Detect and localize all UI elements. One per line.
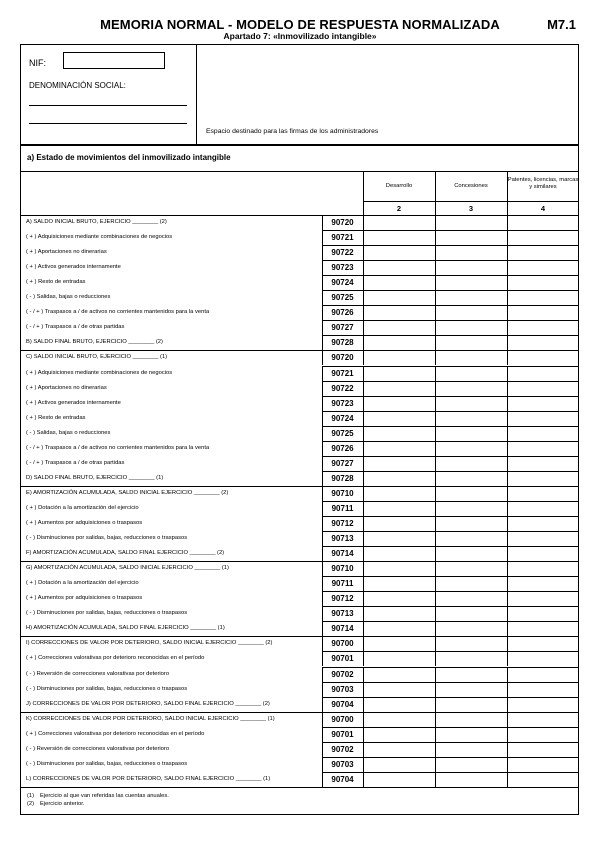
value-input-cell[interactable]	[435, 727, 507, 742]
value-input-cell[interactable]	[435, 712, 507, 727]
row-code: 90724	[331, 278, 354, 288]
value-input-cell[interactable]	[435, 290, 507, 305]
value-input-cell[interactable]	[507, 682, 579, 697]
footnote-marker: (2)	[27, 800, 35, 807]
row-description: L) CORRECCIONES DE VALOR POR DETERIORO, SALDO FINAL EJERCICIO ________ (1)	[26, 775, 271, 782]
value-input-cell[interactable]	[363, 697, 435, 712]
row-code: 90714	[331, 549, 354, 559]
value-input-cell[interactable]	[507, 591, 579, 606]
value-input-cell[interactable]	[435, 546, 507, 561]
denominacion-label: DENOMINACIÓN SOCIAL:	[29, 81, 126, 90]
row-code: 90726	[331, 443, 354, 453]
row-description: ( - ) Disminuciones por salidas, bajas, reducciones o traspasos	[26, 535, 188, 542]
value-input-cell[interactable]	[507, 546, 579, 561]
value-input-cell[interactable]	[507, 290, 579, 305]
row-description: ( + ) Activos generados internamente	[26, 264, 121, 271]
value-input-cell[interactable]	[507, 561, 579, 576]
value-input-cell[interactable]	[363, 441, 435, 456]
row-code: 90723	[331, 263, 354, 273]
value-input-cell[interactable]	[507, 320, 579, 335]
row-description: ( - / + ) Traspasos a / de activos no corrientes mantenidos para la venta	[26, 444, 210, 451]
row-description: C) SALDO INICIAL BRUTO, EJERCICIO ________ (1)	[26, 354, 168, 361]
value-input-cell[interactable]	[507, 576, 579, 591]
value-input-cell[interactable]	[435, 531, 507, 546]
column-header-number: 3	[468, 204, 474, 213]
value-input-cell[interactable]	[363, 682, 435, 697]
value-input-cell[interactable]	[507, 335, 579, 350]
row-code: 90703	[331, 684, 354, 694]
value-input-cell[interactable]	[435, 667, 507, 682]
row-description: ( - ) Reversión de correcciones valorativas por deterioro	[26, 745, 170, 752]
value-input-cell[interactable]	[435, 335, 507, 350]
value-input-cell[interactable]	[435, 381, 507, 396]
row-code: 90711	[331, 503, 354, 513]
row-code: 90728	[331, 473, 354, 483]
value-input-cell[interactable]	[507, 501, 579, 516]
value-input-cell[interactable]	[435, 275, 507, 290]
value-input-cell[interactable]	[435, 215, 507, 230]
row-description: E) AMORTIZACIÓN ACUMULADA, SALDO INICIAL EJERCICIO ________ (2)	[26, 489, 229, 496]
value-input-cell[interactable]	[363, 757, 435, 772]
value-input-cell[interactable]	[507, 426, 579, 441]
value-input-cell[interactable]	[435, 486, 507, 501]
row-description: A) SALDO INICIAL BRUTO, EJERCICIO ________ (2)	[26, 219, 167, 225]
value-input-cell[interactable]	[363, 471, 435, 486]
row-description: K) CORRECCIONES DE VALOR POR DETERIORO, SALDO INICIAL EJERCICIO ________ (1)	[26, 715, 275, 722]
value-input-cell[interactable]	[363, 260, 435, 275]
row-description: I) CORRECCIONES DE VALOR POR DETERIORO, SALDO INICIAL EJERCICIO ________ (2)	[26, 640, 273, 647]
column-number-divider	[363, 201, 579, 202]
value-input-cell[interactable]	[363, 486, 435, 501]
row-description: G) AMORTIZACIÓN ACUMULADA, SALDO INICIAL EJERCICIO ________ (1)	[26, 565, 229, 572]
row-description: ( - / + ) Traspasos a / de otras partidas	[26, 324, 125, 331]
nif-label: NIF:	[29, 58, 46, 68]
value-input-cell[interactable]	[435, 697, 507, 712]
row-code: 90727	[331, 323, 354, 333]
value-input-cell[interactable]	[507, 245, 579, 260]
column-header-number: 2	[396, 204, 402, 213]
value-input-cell[interactable]	[507, 772, 579, 787]
row-description: D) SALDO FINAL BRUTO, EJERCICIO ________ (1)	[26, 474, 164, 481]
row-description: ( + ) Dotación a la amortización del ejercicio	[26, 580, 139, 587]
row-description: ( + ) Aportaciones no dinerarias	[26, 249, 107, 256]
value-input-cell[interactable]	[363, 591, 435, 606]
form-code: M7.1	[547, 17, 576, 32]
value-input-cell[interactable]	[507, 471, 579, 486]
row-description: F) AMORTIZACIÓN ACUMULADA, SALDO FINAL EJERCICIO ________ (2)	[26, 550, 225, 557]
value-input-cell[interactable]	[363, 350, 435, 365]
row-code: 90721	[331, 368, 354, 378]
row-code: 90723	[331, 398, 354, 408]
row-description: ( + ) Dotación a la amortización del ejercicio	[26, 504, 139, 511]
value-input-cell[interactable]	[507, 667, 579, 682]
value-input-cell[interactable]	[507, 516, 579, 531]
value-input-cell[interactable]	[507, 305, 579, 320]
row-description: ( + ) Resto de entradas	[26, 279, 86, 286]
row-code: 90725	[331, 293, 354, 303]
value-input-cell[interactable]	[363, 335, 435, 350]
value-input-cell[interactable]	[363, 215, 435, 230]
footnote-text: Ejercicio anterior.	[40, 800, 85, 807]
row-description: B) SALDO FINAL BRUTO, EJERCICIO ________ (2)	[26, 339, 163, 346]
value-input-cell[interactable]	[435, 682, 507, 697]
value-input-cell[interactable]	[507, 230, 579, 245]
row-description: ( - ) Disminuciones por salidas, bajas, reducciones o traspasos	[26, 685, 188, 692]
value-input-cell[interactable]	[507, 441, 579, 456]
value-input-cell[interactable]	[363, 411, 435, 426]
row-code: 90721	[331, 233, 354, 243]
column-header-label: Concesiones	[454, 183, 488, 189]
value-input-cell[interactable]	[507, 411, 579, 426]
value-input-cell[interactable]	[435, 441, 507, 456]
value-input-cell[interactable]	[363, 606, 435, 621]
row-code: 90710	[331, 488, 354, 498]
value-input-cell[interactable]	[507, 531, 579, 546]
value-input-cell[interactable]	[363, 456, 435, 471]
value-input-cell[interactable]	[507, 757, 579, 772]
value-input-cell[interactable]	[507, 396, 579, 411]
value-input-cell[interactable]	[363, 561, 435, 576]
row-code: 90724	[331, 413, 354, 423]
column-header-label: Desarrollo	[385, 183, 413, 189]
value-input-cell[interactable]	[363, 727, 435, 742]
footnote-text: Ejercicio al que van referidas las cuentas anuales.	[40, 792, 169, 799]
value-input-cell[interactable]	[363, 667, 435, 682]
row-description: ( + ) Aumentos por adquisiciones o traspasos	[26, 520, 143, 526]
row-code: 90700	[331, 639, 354, 649]
row-code: 90714	[331, 624, 354, 634]
row-description: ( + ) Activos generados internamente	[26, 399, 121, 406]
value-input-cell[interactable]	[363, 275, 435, 290]
section-title: a) Estado de movimientos del inmovilizado intangible	[27, 153, 231, 162]
row-description: ( - ) Salidas, bajas o reducciones	[26, 294, 111, 301]
value-input-cell[interactable]	[363, 516, 435, 531]
value-input-cell[interactable]	[435, 471, 507, 486]
row-description: ( + ) Adquisiciones mediante combinaciones de negocios	[26, 369, 173, 376]
firmas-label: Espacio destinado para las firmas de los administradores	[206, 128, 379, 135]
denominacion-field-line-2[interactable]	[29, 123, 187, 124]
page-title: MEMORIA NORMAL - MODELO DE RESPUESTA NORMALIZADA	[100, 17, 500, 32]
row-code: 90713	[331, 534, 354, 544]
value-input-cell[interactable]	[507, 456, 579, 471]
value-input-cell[interactable]	[507, 275, 579, 290]
value-input-cell[interactable]	[363, 712, 435, 727]
value-input-cell[interactable]	[363, 651, 435, 666]
value-input-cell[interactable]	[435, 636, 507, 651]
value-input-cell[interactable]	[363, 290, 435, 305]
row-code: 90702	[331, 669, 354, 679]
value-input-cell[interactable]	[435, 456, 507, 471]
row-description: ( + ) Aumentos por adquisiciones o traspasos	[26, 595, 143, 602]
value-input-cell[interactable]	[507, 651, 579, 666]
page-subtitle: Apartado 7: «Inmovilizado intangible»	[223, 31, 377, 41]
value-input-cell[interactable]	[507, 636, 579, 651]
value-input-cell[interactable]	[435, 426, 507, 441]
value-input-cell[interactable]	[507, 215, 579, 230]
value-input-cell[interactable]	[363, 366, 435, 381]
value-input-cell[interactable]	[363, 546, 435, 561]
value-input-cell[interactable]	[363, 772, 435, 787]
value-input-cell[interactable]	[435, 606, 507, 621]
section-title-divider	[20, 171, 579, 172]
value-input-cell[interactable]	[435, 320, 507, 335]
value-input-cell[interactable]	[435, 516, 507, 531]
row-code: 90700	[331, 714, 354, 724]
value-input-cell[interactable]	[435, 742, 507, 757]
row-description: H) AMORTIZACIÓN ACUMULADA, SALDO FINAL EJERCICIO ________ (1)	[26, 625, 225, 632]
column-header-number: 4	[540, 204, 546, 213]
row-description: ( - ) Salidas, bajas o reducciones	[26, 429, 111, 436]
row-code: 90712	[331, 594, 354, 604]
value-input-cell[interactable]	[507, 727, 579, 742]
row-description: ( - / + ) Traspasos a / de otras partidas	[26, 459, 125, 466]
value-input-cell[interactable]	[435, 501, 507, 516]
value-input-cell[interactable]	[363, 426, 435, 441]
value-input-cell[interactable]	[507, 697, 579, 712]
row-description: ( + ) Adquisiciones mediante combinaciones de negocios	[26, 234, 173, 241]
row-code: 90712	[331, 519, 354, 528]
value-input-cell[interactable]	[435, 651, 507, 666]
value-input-cell[interactable]	[435, 621, 507, 636]
value-input-cell[interactable]	[507, 742, 579, 757]
row-description: ( + ) Correcciones valorativas por deterioro reconocidas en el período	[26, 730, 205, 737]
value-input-cell[interactable]	[435, 230, 507, 245]
row-description: ( - / + ) Traspasos a / de activos no corrientes mantenidos para la venta	[26, 309, 210, 316]
value-input-cell[interactable]	[507, 621, 579, 636]
value-input-cell[interactable]	[363, 245, 435, 260]
value-input-cell[interactable]	[363, 531, 435, 546]
value-input-cell[interactable]	[435, 411, 507, 426]
value-input-cell[interactable]	[363, 320, 435, 335]
row-description: ( - ) Reversión de correcciones valorativas por deterioro	[26, 670, 170, 677]
footnote-marker: (1)	[27, 792, 35, 799]
row-description: ( + ) Resto de entradas	[26, 414, 86, 421]
value-input-cell[interactable]	[435, 576, 507, 591]
value-input-cell[interactable]	[363, 636, 435, 651]
value-input-cell[interactable]	[507, 366, 579, 381]
row-code: 90703	[331, 759, 354, 769]
row-code: 90704	[331, 699, 354, 709]
value-input-cell[interactable]	[507, 260, 579, 275]
row-description: J) CORRECCIONES DE VALOR POR DETERIORO, SALDO FINAL EJERCICIO ________ (2)	[26, 700, 270, 707]
value-input-cell[interactable]	[363, 621, 435, 636]
identification-divider	[196, 44, 197, 145]
value-input-cell[interactable]	[363, 576, 435, 591]
nif-field[interactable]	[63, 52, 165, 69]
value-input-cell[interactable]	[507, 486, 579, 501]
value-input-cell[interactable]	[435, 591, 507, 606]
row-code: 90701	[331, 654, 354, 664]
value-input-cell[interactable]	[435, 245, 507, 260]
value-input-cell[interactable]	[507, 712, 579, 727]
row-description: ( + ) Correcciones valorativas por deterioro reconocidas en el período	[26, 655, 205, 662]
column-header-label: Patentes, licencias, marcas y similares	[507, 177, 579, 190]
row-code: 90722	[331, 383, 354, 393]
row-code: 90720	[331, 353, 354, 363]
row-code: 90722	[331, 248, 354, 258]
value-input-cell[interactable]	[363, 742, 435, 757]
value-input-cell[interactable]	[507, 606, 579, 621]
row-code: 90720	[331, 218, 354, 227]
value-input-cell[interactable]	[507, 381, 579, 396]
row-description: ( + ) Aportaciones no dinerarias	[26, 384, 107, 391]
value-input-cell[interactable]	[435, 772, 507, 787]
row-description: ( - ) Disminuciones por salidas, bajas, reducciones o traspasos	[26, 760, 188, 767]
row-description: ( - ) Disminuciones por salidas, bajas, reducciones o traspasos	[26, 610, 188, 617]
denominacion-field-line-1[interactable]	[29, 105, 187, 106]
value-input-cell[interactable]	[435, 757, 507, 772]
row-code: 90728	[331, 338, 354, 348]
row-code: 90701	[331, 729, 354, 739]
row-code: 90702	[331, 744, 354, 754]
value-input-cell[interactable]	[435, 305, 507, 320]
row-code: 90725	[331, 428, 354, 438]
row-code: 90711	[331, 579, 354, 589]
value-input-cell[interactable]	[435, 366, 507, 381]
value-input-cell[interactable]	[363, 305, 435, 320]
value-input-cell[interactable]	[435, 561, 507, 576]
row-code: 90704	[331, 774, 354, 784]
value-input-cell[interactable]	[435, 260, 507, 275]
value-input-cell[interactable]	[435, 396, 507, 411]
value-input-cell[interactable]	[363, 396, 435, 411]
value-input-cell[interactable]	[363, 381, 435, 396]
value-input-cell[interactable]	[435, 350, 507, 365]
value-input-cell[interactable]	[507, 350, 579, 365]
group-divider	[20, 787, 579, 788]
row-code: 90710	[331, 564, 354, 574]
row-code: 90727	[331, 458, 354, 468]
row-code: 90726	[331, 308, 354, 318]
value-input-cell[interactable]	[363, 501, 435, 516]
row-code: 90713	[331, 609, 354, 619]
value-input-cell[interactable]	[363, 230, 435, 245]
